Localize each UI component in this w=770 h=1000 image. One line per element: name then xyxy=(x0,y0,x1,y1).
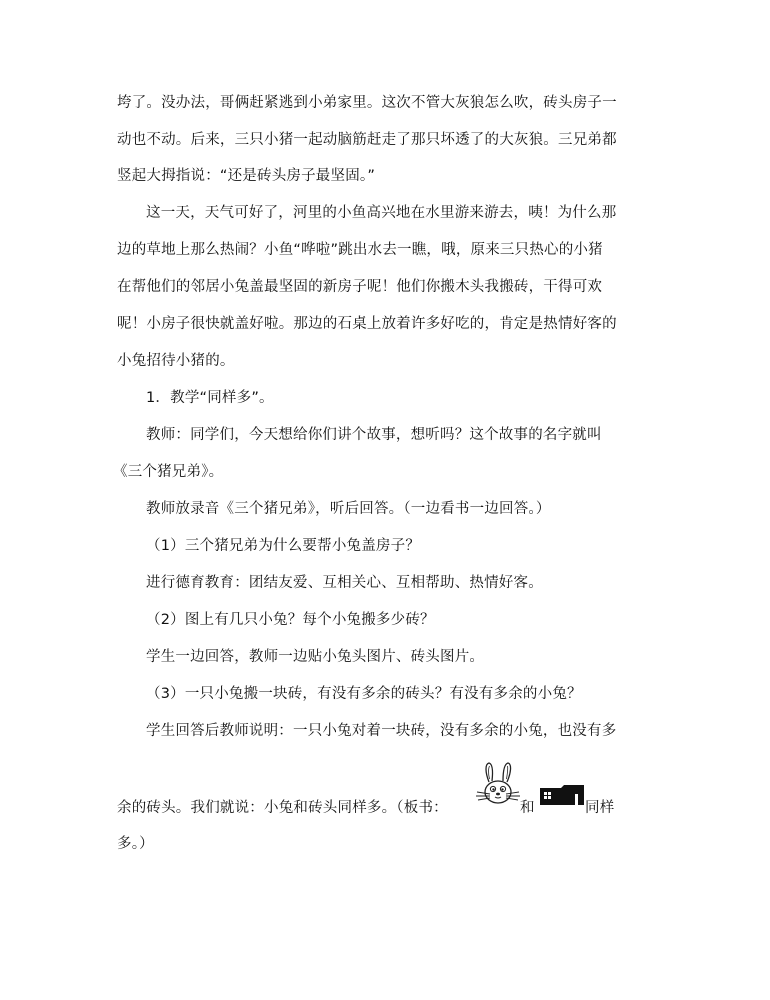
p2-line3: 在帮他们的邻居小兔盖最坚固的新房子呢！他们你搬木头我搬砖，干得可欢 xyxy=(117,279,603,295)
p5-line: 进行德育教育：团结友爱、互相关心、互相帮助、热情好客。 xyxy=(146,575,543,591)
p6-line: 学生一边回答，教师一边贴小兔头图片、砖头图片。 xyxy=(146,649,485,665)
p7-line2-text-a: 余的砖头。我们就说：小兔和砖头同样多。（板书： xyxy=(117,800,448,816)
section-heading: 1．教学“同样多”。 xyxy=(146,390,274,406)
p2-line4: 呢！小房子很快就盖好啦。那边的石桌上放着许多好吃的，肯定是热情好客的 xyxy=(117,316,617,332)
question-2: （2）图上有几只小兔？每个小兔搬多少砖？ xyxy=(146,612,435,628)
p1-line1: 垮了。没办法，哥俩赶紧逃到小弟家里。这次不管大灰狼怎么吹，砖头房子一 xyxy=(117,95,617,111)
p7-line3: 多。） xyxy=(117,836,154,852)
p7-line2-text-and: 和 xyxy=(520,800,535,816)
question-3: （3）一只小兔搬一块砖，有没有多余的砖头？有没有多余的小兔？ xyxy=(146,686,582,702)
p3-line2: 《三个猪兄弟》。 xyxy=(113,464,224,480)
p2-line1: 这一天，天气可好了，河里的小鱼高兴地在水里游来游去，咦！为什么那 xyxy=(146,205,617,221)
p3-line1: 教师：同学们，今天想给你们讲个故事，想听吗？这个故事的名字就叫 xyxy=(146,427,602,443)
p7-line2 xyxy=(117,762,647,816)
p7-line1: 学生回答后教师说明：一只小兔对着一块砖，没有多余的小兔，也没有多 xyxy=(146,723,617,739)
question-1: （1）三个猪兄弟为什么要帮小兔盖房子？ xyxy=(146,538,421,554)
p2-line2: 边的草地上那么热闹？小鱼“哗啦”跳出水去一瞧，哦，原来三只热心的小猪 xyxy=(117,242,603,258)
p1-line2: 动也不动。后来，三只小猪一起动脑筋赶走了那只坏透了的大灰狼。三兄弟都 xyxy=(117,132,617,148)
brick-house-icon xyxy=(537,784,585,812)
p2-line5: 小兔招待小猪的。 xyxy=(117,353,235,369)
p1-line3: 竖起大拇指说：“还是砖头房子最坚固。” xyxy=(117,168,376,184)
p4-line: 教师放录音《三个猪兄弟》，听后回答。（一边看书一边回答。） xyxy=(146,501,551,517)
p7-line2-text-c: 同样 xyxy=(585,800,615,816)
rabbit-head-icon xyxy=(473,762,521,812)
